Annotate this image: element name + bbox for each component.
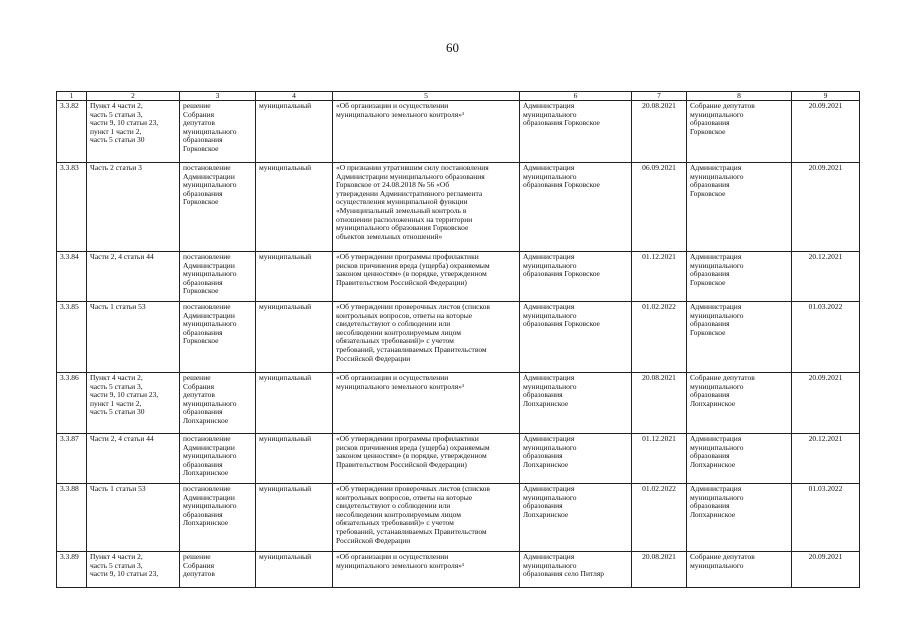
act-title-cell: «Об организации и осуществлении муниципального земельного контроля»¹	[333, 552, 520, 588]
column-number-header	[57, 92, 860, 101]
adoption-date-cell: 01.03.2022	[792, 302, 860, 373]
act-type-cell: постановление Администрации муниципального образования Горковское	[180, 302, 256, 373]
level-cell: муниципальный	[256, 302, 333, 373]
act-title-cell: «Об утверждении проверочных листов (списков контрольных вопросов, ответы на которые свидетельствуют о соблюдении или несоблюдении контролируемым лицом обязательных требований)» с учетом требований, устанавливаемых Правительством Российской Федерации	[333, 302, 520, 373]
column-header: 6	[520, 92, 632, 101]
table-row	[57, 484, 860, 552]
legal-basis-cell: Пункт 4 части 2, часть 5 статьи 3, части 9, 10 статьи 23, пункт 1 части 2, часть 5 статьи 30	[87, 101, 180, 163]
draft-date-cell: 20.08.2021	[632, 373, 687, 434]
level-cell: муниципальный	[256, 484, 333, 552]
row-number-cell: 3.3.87	[57, 434, 87, 484]
adopting-body-cell: Администрация муниципального образования Лопхаринское	[687, 484, 792, 552]
act-title-cell: «Об организации и осуществлении муниципального земельного контроля»¹	[333, 101, 520, 163]
table-row	[57, 302, 860, 373]
draft-date-cell: 20.08.2021	[632, 101, 687, 163]
column-header: 1	[57, 92, 87, 101]
row-number-cell: 3.3.88	[57, 484, 87, 552]
adoption-date-cell: 20.09.2021	[792, 373, 860, 434]
regulations-table	[56, 91, 860, 588]
column-header: 3	[180, 92, 256, 101]
legal-basis-cell: Части 2, 4 статьи 44	[87, 434, 180, 484]
adopting-body-cell: Администрация муниципального образования Горковское	[687, 302, 792, 373]
act-type-cell: постановление Администрации муниципального образования Лопхаринское	[180, 484, 256, 552]
adopting-body-cell: Собрание депутатов муниципального образования Лопхаринское	[687, 373, 792, 434]
act-type-cell: решение Собрания депутатов муниципального образования Горковское	[180, 101, 256, 163]
adopting-body-cell: Администрация муниципального образования Лопхаринское	[687, 434, 792, 484]
table-row	[57, 434, 860, 484]
table-row	[57, 373, 860, 434]
act-title-cell: «Об утверждении программы профилактики рисков причинения вреда (ущерба) охраняемым законом ценностям» (в порядке, утвержденном Правительством Российской Федерации)	[333, 434, 520, 484]
adoption-date-cell: 20.09.2021	[792, 552, 860, 588]
row-number-cell: 3.3.84	[57, 252, 87, 302]
table-row	[57, 552, 860, 588]
draft-date-cell: 01.02.2022	[632, 302, 687, 373]
draft-date-cell: 20.08.2021	[632, 552, 687, 588]
column-header: 9	[792, 92, 860, 101]
level-cell: муниципальный	[256, 163, 333, 252]
column-header: 8	[687, 92, 792, 101]
row-number-cell: 3.3.82	[57, 101, 87, 163]
level-cell: муниципальный	[256, 552, 333, 588]
adopting-body-cell: Собрание депутатов муниципального образования Горковское	[687, 101, 792, 163]
developer-cell: Администрация муниципального образования Лопхаринское	[520, 373, 632, 434]
adoption-date-cell: 20.09.2021	[792, 163, 860, 252]
legal-basis-cell: Часть 2 статьи 3	[87, 163, 180, 252]
draft-date-cell: 01.12.2021	[632, 252, 687, 302]
adoption-date-cell: 20.12.2021	[792, 434, 860, 484]
column-header: 2	[87, 92, 180, 101]
row-number-cell: 3.3.83	[57, 163, 87, 252]
developer-cell: Администрация муниципального образования Лопхаринское	[520, 434, 632, 484]
table-row	[57, 252, 860, 302]
adoption-date-cell: 01.03.2022	[792, 484, 860, 552]
draft-date-cell: 01.02.2022	[632, 484, 687, 552]
adopting-body-cell: Собрание депутатов муниципального	[687, 552, 792, 588]
legal-basis-cell: Часть 1 статьи 53	[87, 484, 180, 552]
act-type-cell: решение Собрания депутатов муниципального образования Лопхаринское	[180, 373, 256, 434]
column-header: 5	[333, 92, 520, 101]
level-cell: муниципальный	[256, 252, 333, 302]
legal-basis-cell: Пункт 4 части 2, часть 5 статьи 3, части 9, 10 статьи 23, пункт 1 части 2, часть 5 статьи 30	[87, 373, 180, 434]
column-header: 7	[632, 92, 687, 101]
page-number: 60	[446, 40, 459, 55]
adoption-date-cell: 20.12.2021	[792, 252, 860, 302]
act-type-cell: постановление Администрации муниципального образования Горковское	[180, 163, 256, 252]
draft-date-cell: 06.09.2021	[632, 163, 687, 252]
level-cell: муниципальный	[256, 101, 333, 163]
adopting-body-cell: Администрация муниципального образования Горковское	[687, 252, 792, 302]
row-number-cell: 3.3.86	[57, 373, 87, 434]
act-title-cell: «Об организации и осуществлении муниципального земельного контроля»¹	[333, 373, 520, 434]
adoption-date-cell: 20.09.2021	[792, 101, 860, 163]
developer-cell: Администрация муниципального образования Горковское	[520, 101, 632, 163]
level-cell: муниципальный	[256, 373, 333, 434]
act-type-cell: постановление Администрации муниципального образования Лопхаринское	[180, 434, 256, 484]
developer-cell: Администрация муниципального образования Горковское	[520, 302, 632, 373]
developer-cell: Администрация муниципального образования село Питляр	[520, 552, 632, 588]
row-number-cell: 3.3.85	[57, 302, 87, 373]
developer-cell: Администрация муниципального образования Лопхаринское	[520, 484, 632, 552]
table-row	[57, 163, 860, 252]
legal-basis-cell: Части 2, 4 статьи 44	[87, 252, 180, 302]
act-title-cell: «Об утверждении проверочных листов (списков контрольных вопросов, ответы на которые свидетельствуют о соблюдении или несоблюдении контролируемым лицом обязательных требований)» с учетом требований, устанавливаемых Правительством Российской Федерации	[333, 484, 520, 552]
act-type-cell: постановление Администрации муниципального образования Горковское	[180, 252, 256, 302]
legal-basis-cell: Пункт 4 части 2, часть 5 статьи 3, части 9, 10 статьи 23,	[87, 552, 180, 588]
act-title-cell: «Об утверждении программы профилактики рисков причинения вреда (ущерба) охраняемым законом ценностям» (в порядке, утвержденном Правительством Российской Федерации)	[333, 252, 520, 302]
table-row	[57, 101, 860, 163]
developer-cell: Администрация муниципального образования Горковское	[520, 163, 632, 252]
act-title-cell: «О признании утратившим силу постановления Администрации муниципального образования Горковское от 24.08.2018 № 56 «Об утверждении Административного регламента осуществления муниципальной функции «Муниципальный земельный контроль в отношении расположенных на территории муниципального образования Горковское объектов земельных отношений»	[333, 163, 520, 252]
legal-basis-cell: Часть 1 статьи 53	[87, 302, 180, 373]
act-type-cell: решение Собрания депутатов	[180, 552, 256, 588]
developer-cell: Администрация муниципального образования Горковское	[520, 252, 632, 302]
level-cell: муниципальный	[256, 434, 333, 484]
column-header: 4	[256, 92, 333, 101]
draft-date-cell: 01.12.2021	[632, 434, 687, 484]
row-number-cell: 3.3.89	[57, 552, 87, 588]
adopting-body-cell: Администрация муниципального образования Горковское	[687, 163, 792, 252]
